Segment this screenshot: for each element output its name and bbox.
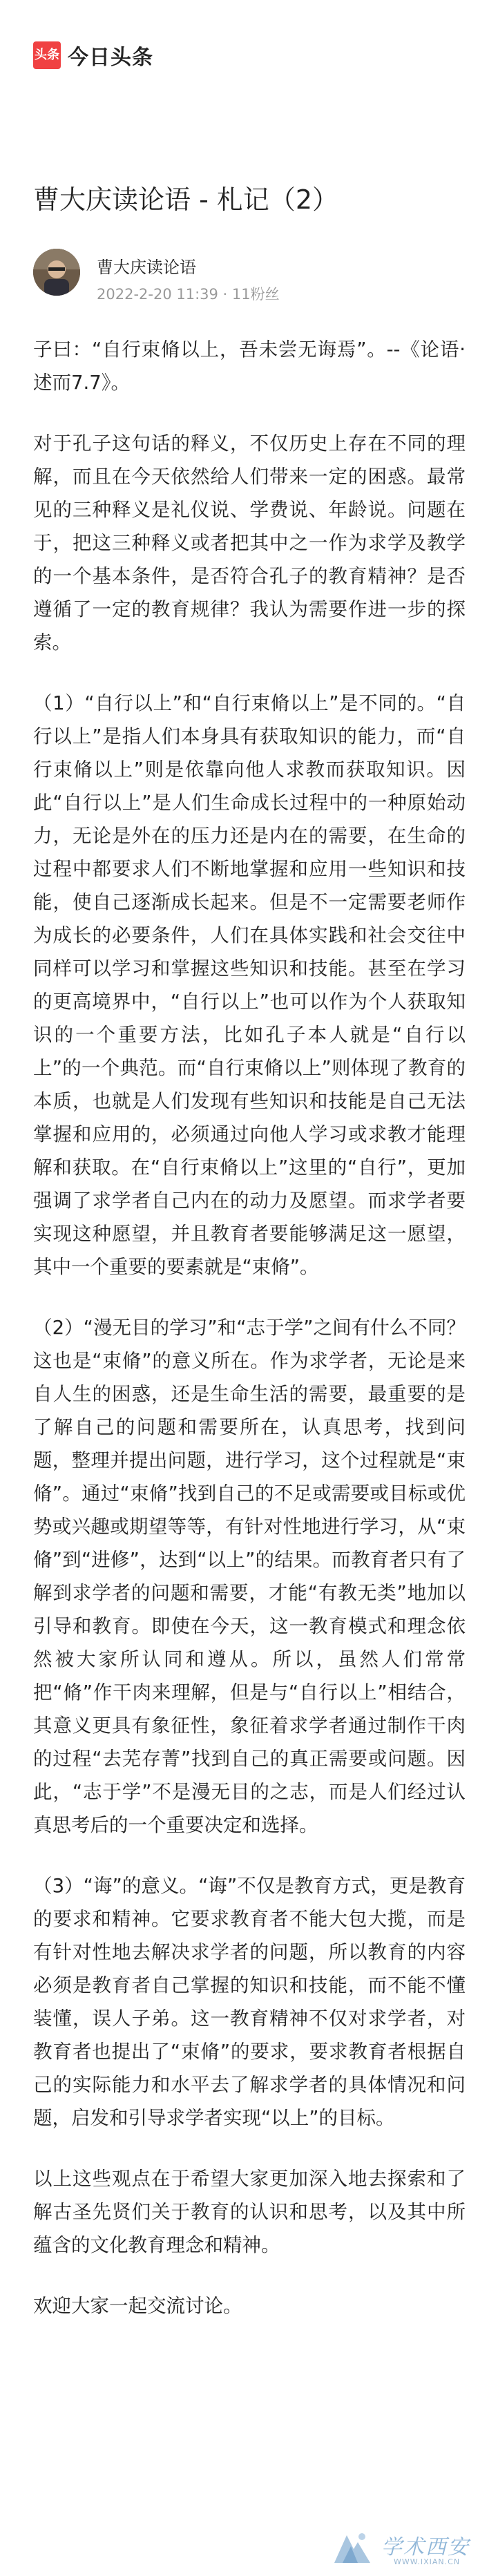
watermark-url: WWW.IXIAN.CN [394,2557,461,2566]
paragraph: （1）“自行以上”和“自行束脩以上”是不同的。“自行以上”是指人们本身具有获取知识的能力，而“自行束脩以上”则是依靠向他人求教而获取知识。因此“自行以上”是人们生命成长过程中的一种原始动力，无论是外在的压力还是内在的需要，在生命的过程中都要求人们不断地掌握和应用一些知识和技能，使自己逐渐成长起来。但是不一定需要老师作为成长的必要条件，人们在具体实践和社会交往中同样可以学习和掌握这些知识和技能。甚至在学习的更高境界中，“自行以上”也可以作为个人获取知识的一个重要方法，比如孔子本人就是“自行以上”的一个典范。而“自行束脩以上”则体现了教育的本质，也就是人们发现有些知识和技能是自己无法掌握和应用的，必须通过向他人学习或求教才能理解和获取。在“自行束脩以上”这里的“自行”，更加强调了求学者自己内在的动力及愿望。而求学者要实现这种愿望，并且教育者要能够满足这一愿望，其中一个重要的要素就是“束脩”。 [33,692,466,1278]
article-body [33,333,466,2350]
author-name[interactable]: 曹大庆读论语 [97,258,196,277]
toutiao-logo-icon[interactable]: 头条 [33,41,61,69]
watermark-name: 学术西安 [381,2535,470,2559]
top-bar [0,0,498,97]
app-name[interactable]: 今日头条 [68,46,153,70]
article-title: 曹大庆读论语 - 札记（2） [33,184,339,215]
paragraph: 欢迎大家一起交流讨论。 [33,2295,242,2317]
article-meta: 2022-2-20 11:39 · 11粉丝 [97,286,280,303]
paragraph: 以上这些观点在于希望大家更加深入地去探索和了解古圣先贤们关于教育的认识和思考，以及其中所蕴含的文化教育理念和精神。 [33,2168,466,2256]
author-avatar[interactable] [33,249,80,296]
paragraph: 子曰：“自行束脩以上，吾未尝无诲焉”。--《论语·述而7.7》。 [33,338,466,394]
paragraph: （3）“诲”的意义。“诲”不仅是教育方式，更是教育的要求和精神。它要求教育者不能大包大揽，而是有针对性地去解决求学者的问题，所以教育的内容必须是教育者自己掌握的知识和技能，而不能不懂装懂，误人子弟。这一教育精神不仅对求学者，对教育者也提出了“束脩”的要求，要求教育者根据自己的实际能力和水平去了解求学者的具体情况和问题，启发和引导求学者实现“以上”的目标。 [33,1875,466,2129]
paragraph: 对于孔子这句话的释义，不仅历史上存在不同的理解，而且在今天依然给人们带来一定的困惑。最常见的三种释义是礼仪说、学费说、年龄说。问题在于，把这三种释义或者把其中之一作为求学及教学的一个基本条件，是否符合孔子的教育精神？是否遵循了一定的教育规律？我认为需要作进一步的探索。 [33,432,466,653]
watermark [330,2528,489,2570]
paragraph: （2）“漫无目的学习”和“志于学”之间有什么不同？这也是“束脩”的意义所在。作为求学者，无论是来自人生的困惑，还是生命生活的需要，最重要的是了解自己的问题和需要所在，认真思考，找到问题，整理并提出问题，进行学习，这个过程就是“束脩”。通过“束脩”找到自己的不足或需要或目标或优势或兴趣或期望等等，有针对性地进行学习，从“束脩”到“进修”，达到“以上”的结果。而教育者只有了解到求学者的问题和需要，才能“有教无类”地加以引导和教育。即使在今天，这一教育模式和理念依然被大家所认同和遵从。所以，虽然人们常常把“脩”作干肉来理解，但是与“自行以上”相结合，其意义更具有象征性，象征着求学者通过制作干肉的过程“去芜存菁”找到自己的真正需要或问题。因此，“志于学”不是漫无目的之志，而是人们经过认真思考后的一个重要决定和选择。 [33,1317,466,1836]
watermark-logo-icon [330,2528,374,2567]
